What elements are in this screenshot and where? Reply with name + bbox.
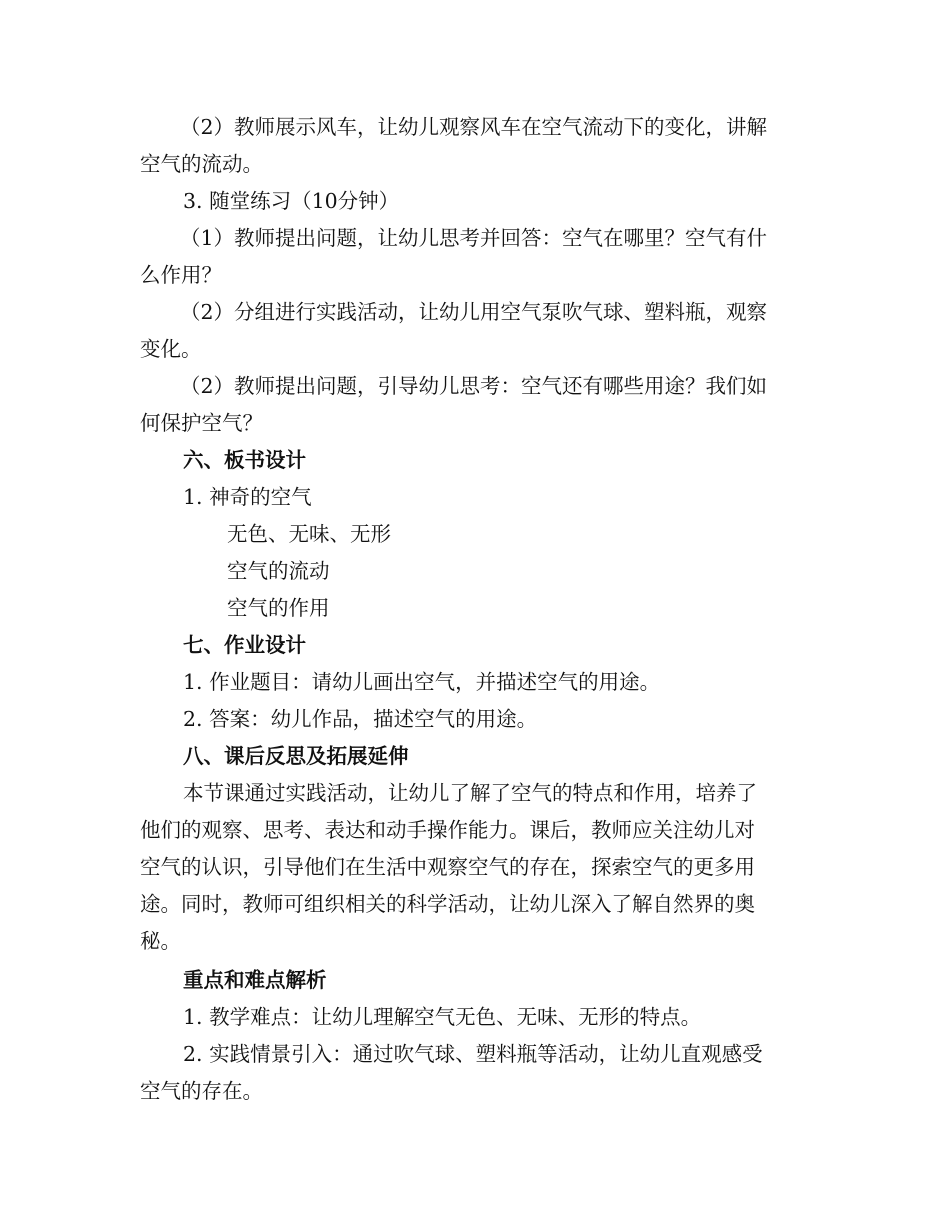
paragraph-line: （2）教师展示风车，让幼儿观察风车在空气流动下的变化，讲解 [180,115,768,139]
board-item: 无色、无味、无形 [227,522,391,546]
paragraph-line: 途。同时，教师可组织相关的科学活动，让幼儿深入了解自然界的奥 [140,892,755,916]
board-item: 空气的流动 [227,559,330,583]
paragraph-line: （1）教师提出问题，让幼儿思考并回答：空气在哪里？空气有什 [180,226,768,250]
paragraph-line: （2）分组进行实践活动，让幼儿用空气泵吹气球、塑料瓶，观察 [180,300,768,324]
list-item: 2. 答案：幼儿作品，描述空气的用途。 [183,707,538,731]
paragraph-line: 空气的存在。 [140,1079,263,1103]
paragraph-line: 他们的观察、思考、表达和动手操作能力。课后，教师应关注幼儿对 [140,818,755,842]
paragraph-line: 变化。 [140,337,202,361]
paragraph-line: 本节课通过实践活动，让幼儿了解了空气的特点和作用，培养了 [183,781,757,805]
section-heading: 重点和难点解析 [183,968,327,992]
section-heading: 八、课后反思及拓展延伸 [183,744,409,768]
paragraph-line: （2）教师提出问题，引导幼儿思考：空气还有哪些用途？我们如 [180,374,768,398]
list-item: 1. 作业题目：请幼儿画出空气，并描述空气的用途。 [183,670,661,694]
list-item: 1. 神奇的空气 [183,485,312,509]
list-item: 2. 实践情景引入：通过吹气球、塑料瓶等活动，让幼儿直观感受 [183,1042,763,1066]
paragraph-line: 秘。 [140,929,181,953]
list-item: 1. 教学难点：让幼儿理解空气无色、无味、无形的特点。 [183,1005,702,1029]
section-heading: 六、板书设计 [183,448,306,472]
board-item: 空气的作用 [227,596,330,620]
paragraph-line: 么作用？ [140,263,222,287]
list-item: 3. 随堂练习（10分钟） [183,189,400,213]
paragraph-line: 空气的流动。 [140,152,263,176]
paragraph-line: 空气的认识，引导他们在生活中观察空气的存在，探索空气的更多用 [140,855,755,879]
section-heading: 七、作业设计 [183,633,306,657]
paragraph-line: 何保护空气？ [140,411,263,435]
